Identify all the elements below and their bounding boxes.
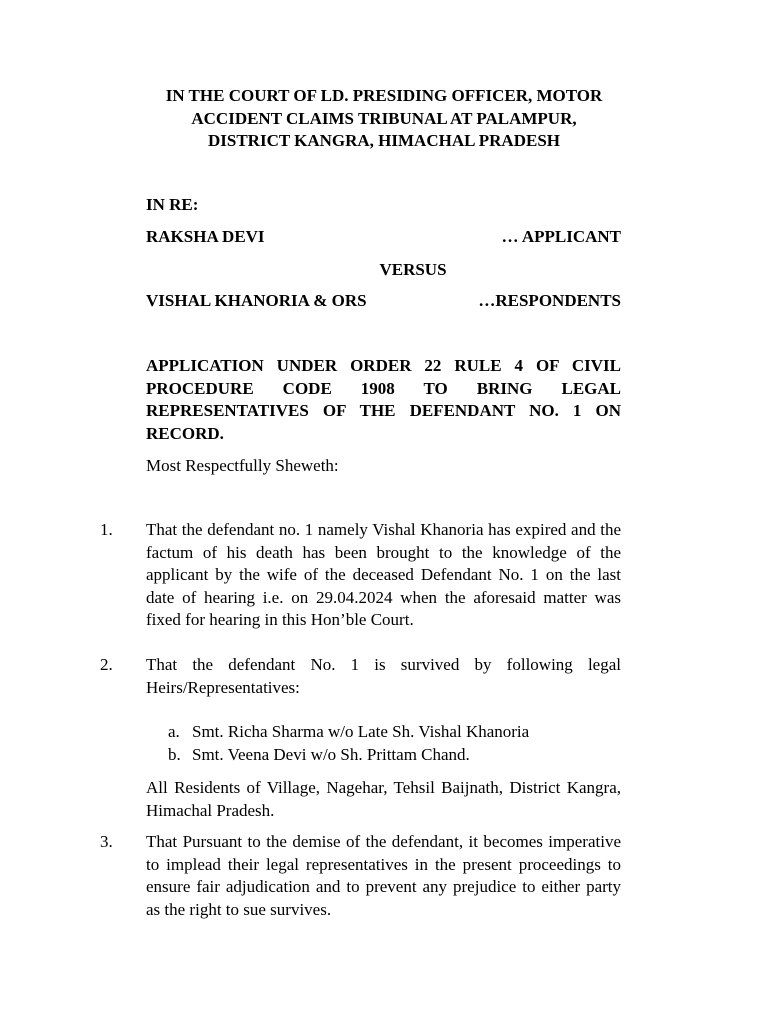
heir-item-b bbox=[168, 744, 628, 767]
paragraph-3-text: That Pursuant to the demise of the defendant, it becomes imperative to implead their legal representatives in the present proceedings to ensure fair adjudication and to prevent any prejudice to either party as the right to sue survives. bbox=[146, 832, 621, 919]
paragraph-1-number: 1. bbox=[100, 520, 113, 539]
applicant-row bbox=[146, 226, 621, 249]
heir-item-b-letter: b. bbox=[168, 745, 181, 764]
salutation: Most Respectfully Sheweth: bbox=[146, 456, 339, 475]
paragraph-1-text: That the defendant no. 1 namely Vishal Khanoria has expired and the factum of his death has been brought to the knowledge of the applicant by the wife of the deceased Defendant No. 1 on the last date of hearing i.e. on 29.04.2024 when the aforesaid matter was fixed for hearing in this Hon’ble Court. bbox=[146, 520, 621, 629]
paragraph-3-number: 3. bbox=[100, 832, 113, 851]
paragraph-2-number: 2. bbox=[100, 655, 113, 674]
application-title: APPLICATION UNDER ORDER 22 RULE 4 OF CIVIL PROCEDURE CODE 1908 TO BRING LEGAL REPRESENTATIVES OF THE DEFENDANT NO. 1 ON RECORD. bbox=[146, 356, 621, 443]
in-re-label: IN RE: bbox=[146, 195, 199, 214]
versus-label: VERSUS bbox=[379, 260, 447, 279]
heir-item-a bbox=[168, 721, 628, 744]
applicant-role: … APPLICANT bbox=[501, 227, 621, 246]
respondent-row bbox=[146, 290, 621, 313]
residence-text: All Residents of Village, Nagehar, Tehsil Baijnath, District Kangra, Himachal Pradesh. bbox=[146, 778, 621, 820]
court-heading-line-1: IN THE COURT OF LD. PRESIDING OFFICER, MOTOR bbox=[165, 86, 603, 105]
court-heading-line-2: ACCIDENT CLAIMS TRIBUNAL AT PALAMPUR, bbox=[191, 108, 577, 128]
respondent-role: …RESPONDENTS bbox=[478, 291, 621, 310]
respondent-name: VISHAL KHANORIA & ORS bbox=[146, 291, 367, 310]
heir-item-b-text: Smt. Veena Devi w/o Sh. Prittam Chand. bbox=[192, 745, 470, 764]
court-heading-line-3: DISTRICT KANGRA, HIMACHAL PRADESH bbox=[207, 131, 560, 150]
paragraph-2-text: That the defendant No. 1 is survived by following legal Heirs/Representatives: bbox=[146, 655, 621, 697]
court-heading bbox=[140, 85, 628, 153]
heir-item-a-text: Smt. Richa Sharma w/o Late Sh. Vishal Khanoria bbox=[192, 722, 530, 741]
heir-item-a-letter: a. bbox=[168, 722, 180, 741]
applicant-name: RAKSHA DEVI bbox=[146, 227, 265, 246]
